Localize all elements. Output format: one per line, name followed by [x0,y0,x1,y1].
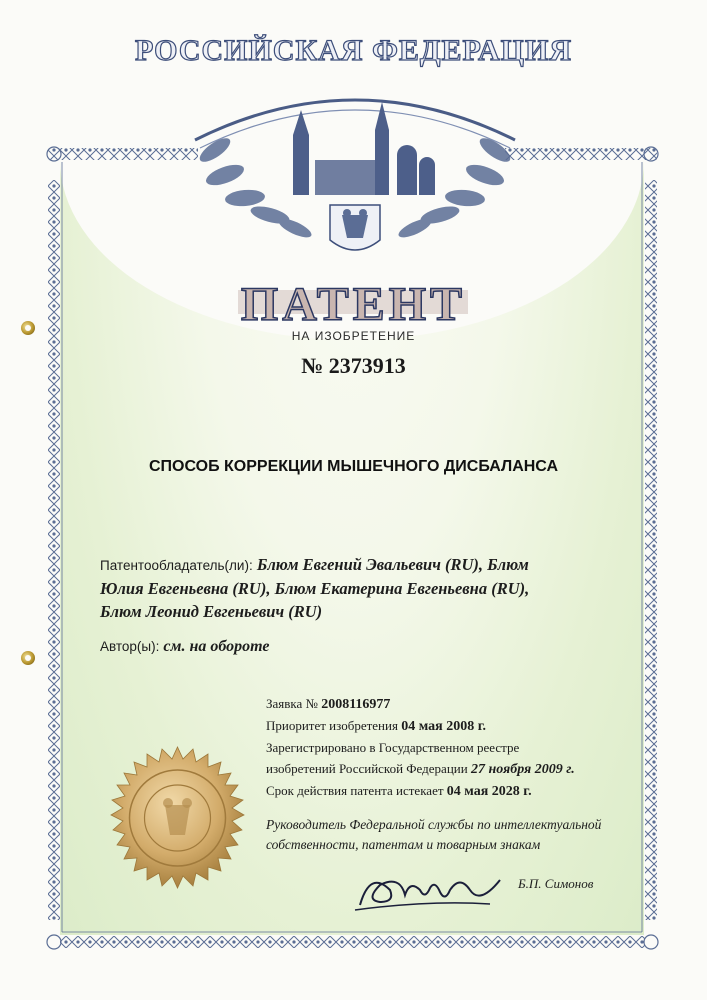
expiry-label: Срок действия патента истекает [266,783,444,798]
emblem-kremlin-icon [175,80,535,280]
authors-label: Автор(ы): [100,639,160,654]
holders-value-line2: Юлия Евгеньевна (RU), Блюм Екатерина Евгеньевна (RU), [100,579,530,598]
registered-date: 27 ноября 2009 г. [470,762,575,777]
expiry-date: 04 мая 2028 г. [446,784,532,799]
holders-value-line1: Блюм Евгений Эвальевич (RU), Блюм [256,555,529,574]
signer-name: Б.П. Симонов [518,876,594,891]
head-of-service [266,815,646,855]
registration-info [266,693,646,802]
head-line1: Руководитель Федеральной службы по интеллектуальной [266,817,602,832]
holders-value-line3: Блюм Леонид Евгеньевич (RU) [100,602,323,621]
patent-holders [100,553,620,623]
holders-label: Патентообладатель(ли): [100,558,253,573]
signature-icon [350,860,510,920]
invention-title: СПОСОБ КОРРЕКЦИИ МЫШЕЧНОГО ДИСБАЛАНСА [148,458,559,475]
authors-value: см. на обороте [163,638,270,655]
country-header: РОССИЙСКАЯ ФЕДЕРАЦИЯ [134,34,572,67]
document-type: ПАТЕНТ [240,278,467,331]
priority-label: Приоритет изобретения [266,718,398,733]
patent-number: № 2373913 [301,353,406,378]
document-subtype: НА ИЗОБРЕТЕНИЕ [291,329,416,343]
authors [100,638,269,656]
head-line2: собственности, патентам и товарным знакам [266,837,541,852]
priority-date: 04 мая 2008 г. [401,719,486,734]
application-number: 2008116977 [321,697,391,712]
application-label: Заявка № [266,696,318,711]
coat-of-arms-icon [330,205,380,250]
seal-icon [95,745,260,910]
registered-line1: Зарегистрировано в Государственном реестре [266,740,520,755]
registered-line2: изобретений Российской Федерации [266,761,468,776]
